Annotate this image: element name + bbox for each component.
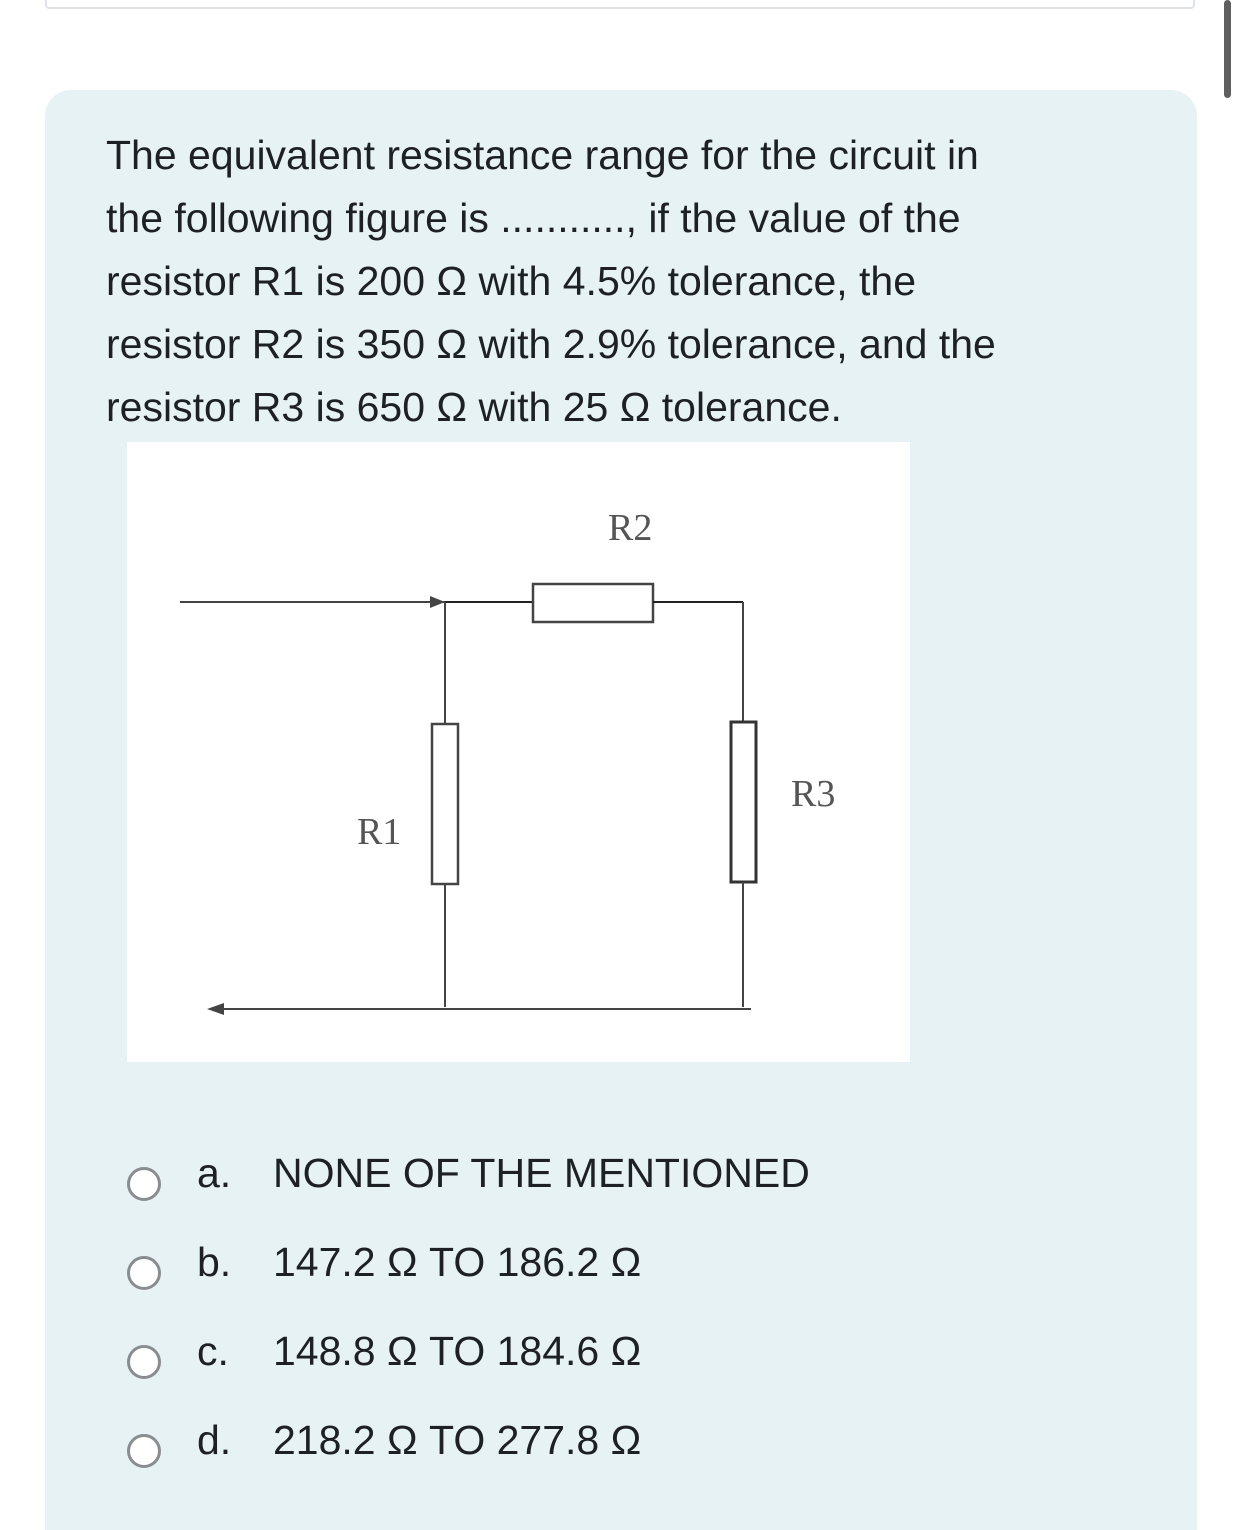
option-label[interactable]: 218.2 Ω TO 277.8 Ω [273, 1417, 642, 1463]
question-text [106, 124, 1116, 439]
resistor-r1 [432, 724, 458, 884]
label-r3: R3 [791, 773, 836, 815]
option-a[interactable] [127, 1130, 810, 1219]
previous-question-card [45, 0, 1195, 9]
radio-button[interactable] [127, 1256, 161, 1290]
question-line: resistor R2 is 350 Ω with 2.9% tolerance, and the [106, 321, 996, 367]
question-line: resistor R1 is 200 Ω with 4.5% tolerance, the [106, 258, 917, 304]
circuit-diagram [127, 442, 910, 1062]
question-line: resistor R3 is 650 Ω with 25 Ω tolerance. [106, 384, 842, 430]
option-b[interactable] [127, 1219, 642, 1308]
radio-button[interactable] [127, 1345, 161, 1379]
resistor-r2 [533, 584, 653, 622]
output-arrow-icon [207, 1003, 224, 1015]
radio-button[interactable] [127, 1434, 161, 1468]
option-d[interactable] [127, 1397, 642, 1486]
resistor-r3 [731, 722, 756, 882]
label-r1: R1 [357, 811, 402, 853]
option-c[interactable] [127, 1308, 642, 1397]
circuit-figure [127, 442, 910, 1062]
option-letter: d. [197, 1417, 232, 1463]
answer-options [127, 1130, 810, 1486]
scrollbar-thumb[interactable] [1224, 0, 1231, 98]
input-arrow-icon [430, 596, 445, 608]
option-label[interactable]: NONE OF THE MENTIONED [273, 1150, 810, 1196]
option-letter: c. [197, 1328, 229, 1374]
option-label[interactable]: 148.8 Ω TO 184.6 Ω [273, 1328, 642, 1374]
option-letter: a. [197, 1150, 232, 1196]
question-line: the following figure is ..........., if the value of the [106, 195, 961, 241]
radio-button[interactable] [127, 1167, 161, 1201]
question-line: The equivalent resistance range for the circuit in [106, 132, 979, 178]
label-r2: R2 [608, 507, 653, 549]
option-label[interactable]: 147.2 Ω TO 186.2 Ω [273, 1239, 642, 1285]
option-letter: b. [197, 1239, 232, 1285]
